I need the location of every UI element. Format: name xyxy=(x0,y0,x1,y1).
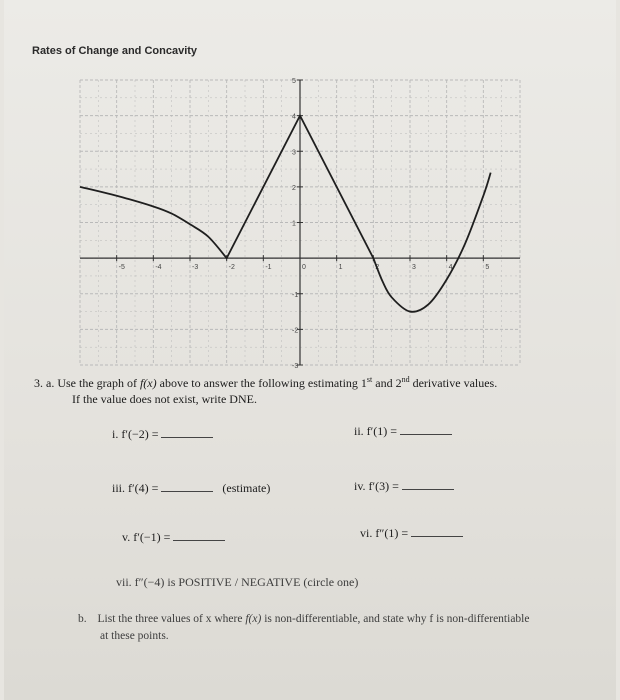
y-tick-label: -1 xyxy=(292,291,299,299)
x-tick-label: -3 xyxy=(192,264,199,272)
answer-blank-i[interactable] xyxy=(161,427,213,438)
answer-blank-ii[interactable] xyxy=(400,424,452,435)
x-tick-label: 3 xyxy=(412,264,416,272)
question-3a-and: and 2 xyxy=(372,376,402,390)
question-3a xyxy=(34,375,497,391)
x-tick-label: -2 xyxy=(228,264,235,272)
question-iii xyxy=(112,481,270,496)
question-vi xyxy=(360,526,463,541)
y-tick-label: 1 xyxy=(292,220,296,228)
question-3a-end: derivative values. xyxy=(409,376,498,390)
question-b xyxy=(78,613,529,625)
y-tick-label: 4 xyxy=(292,113,296,121)
x-tick-label: -4 xyxy=(155,264,162,272)
sup-st: st xyxy=(366,375,373,384)
sup-nd: nd xyxy=(401,375,410,384)
page-title: Rates of Change and Concavity xyxy=(32,45,198,57)
question-3a-middle: above to answer the following estimating 1 xyxy=(159,376,367,390)
question-iii-label: iii. f′(4) = xyxy=(112,481,159,495)
question-v-label: v. f′(−1) = xyxy=(122,530,171,544)
x-tick-label: 0 xyxy=(302,264,306,272)
question-number: 3. xyxy=(34,376,43,390)
question-b-label: b. xyxy=(78,613,87,625)
answer-blank-iii[interactable] xyxy=(161,481,213,492)
x-tick-label: 5 xyxy=(485,264,490,272)
question-ii-label: ii. f′(1) = xyxy=(354,424,398,438)
y-tick-label: 2 xyxy=(292,184,296,192)
question-iv-label: iv. f′(3) = xyxy=(354,479,399,493)
x-tick-label: -1 xyxy=(265,264,272,272)
x-tick-label: 1 xyxy=(338,264,343,272)
question-3a-function: f(x) xyxy=(139,376,157,390)
x-tick-label: 4 xyxy=(448,264,453,272)
question-b-text2: is non-differentiable, and state why f is non-differentiable xyxy=(264,613,530,625)
answer-blank-vi[interactable] xyxy=(411,526,463,537)
answer-blank-iv[interactable] xyxy=(402,479,454,490)
question-b-function: f(x) xyxy=(245,613,262,625)
question-3a-instruction: If the value does not exist, write DNE. xyxy=(72,392,257,406)
y-tick-label: 5 xyxy=(292,78,296,85)
question-b-text1: List the three values of x where xyxy=(97,613,243,625)
function-graph xyxy=(4,0,616,380)
function-curve xyxy=(80,113,491,312)
question-vii: vii. f″(−4) is POSITIVE / NEGATIVE (circle one) xyxy=(116,575,359,589)
y-tick-label: -3 xyxy=(292,363,299,370)
question-iv xyxy=(354,479,454,494)
question-i xyxy=(112,427,213,442)
question-3a-prefix: a. Use the graph of xyxy=(46,376,137,390)
question-v xyxy=(122,530,225,545)
estimate-note: (estimate) xyxy=(222,481,271,495)
question-i-label: i. f′(−2) = xyxy=(112,427,159,441)
answer-blank-v[interactable] xyxy=(173,530,225,541)
question-b-line2: at these points. xyxy=(100,630,169,642)
question-ii xyxy=(354,424,452,439)
y-tick-label: 3 xyxy=(292,149,296,157)
x-tick-label: -5 xyxy=(118,264,125,272)
y-tick-label: -2 xyxy=(292,327,299,335)
x-tick-label: 2 xyxy=(375,264,380,272)
worksheet-page xyxy=(4,0,616,700)
question-vi-label: vi. f″(1) = xyxy=(360,526,409,540)
